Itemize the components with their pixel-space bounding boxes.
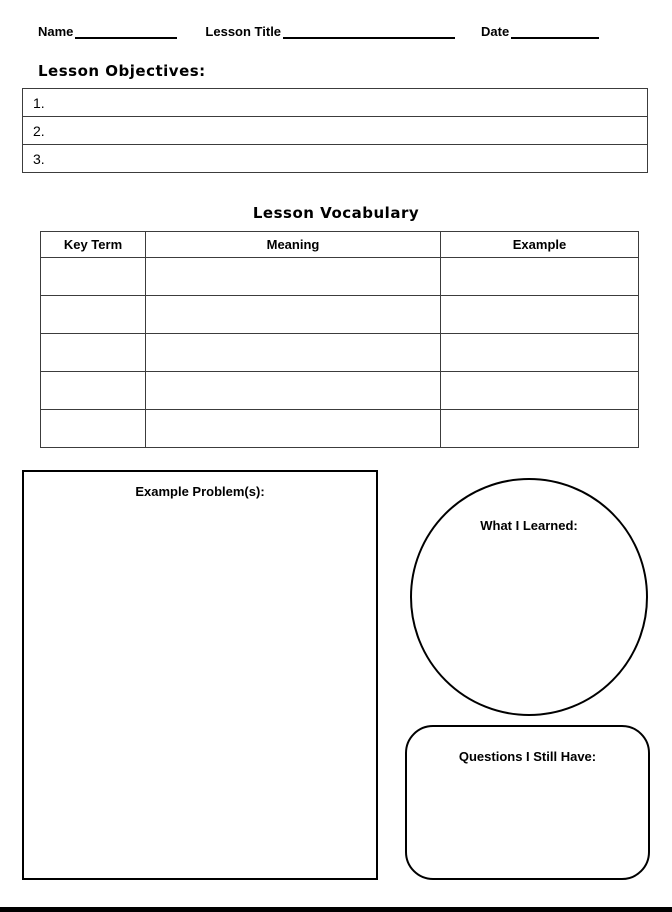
example-problems-heading: Example Problem(s):: [135, 484, 265, 499]
objective-number: 3.: [23, 145, 648, 173]
lesson-objectives-heading: Lesson Objectives:: [38, 62, 206, 80]
vocabulary-empty-row: [41, 372, 639, 410]
objectives-table: [22, 88, 648, 173]
meaning-column-header: Meaning: [146, 232, 441, 258]
questions-heading: Questions I Still Have:: [458, 749, 597, 764]
key-term-column-header: Key Term: [41, 232, 146, 258]
vocabulary-empty-row: [41, 258, 639, 296]
date-blank-line: [511, 24, 599, 39]
vocabulary-empty-row: [41, 296, 639, 334]
objectives-row: [23, 117, 648, 145]
lesson-vocabulary-heading: Lesson Vocabulary: [252, 204, 420, 222]
lesson-title-label: Lesson Title: [205, 24, 282, 39]
vocabulary-header-row: [41, 232, 639, 258]
header-row: [38, 24, 642, 39]
objective-number: 2.: [23, 117, 648, 145]
name-label: Name: [38, 24, 74, 39]
vocabulary-empty-row: [41, 334, 639, 372]
example-problems-box: [22, 470, 378, 880]
vocabulary-empty-row: [41, 410, 639, 448]
objectives-row: [23, 89, 648, 117]
example-column-header: Example: [441, 232, 639, 258]
date-label: Date: [481, 24, 510, 39]
questions-box: [405, 725, 650, 880]
lesson-title-blank-line: [283, 24, 455, 39]
vocabulary-table: [40, 231, 639, 448]
what-i-learned-circle: [410, 478, 648, 716]
name-blank-line: [75, 24, 177, 39]
objectives-row: [23, 145, 648, 173]
what-i-learned-heading: What I Learned:: [480, 518, 578, 533]
page-bottom-edge: [0, 907, 672, 912]
objective-number: 1.: [23, 89, 648, 117]
